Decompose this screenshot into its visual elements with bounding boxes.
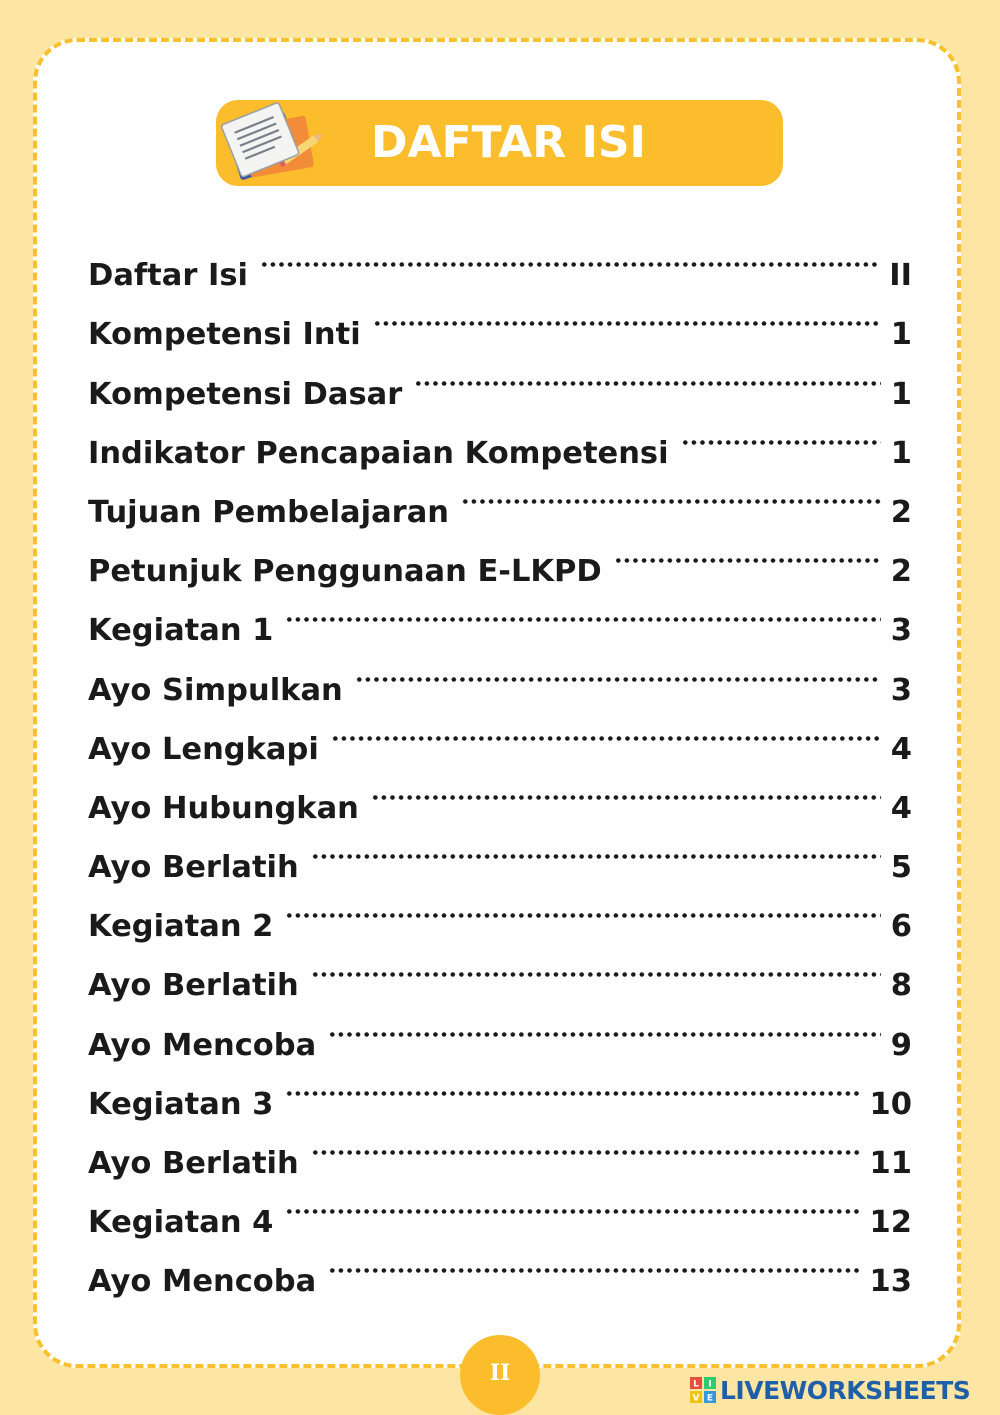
- toc-dot-leader: [311, 818, 881, 877]
- toc-dot-leader: [285, 877, 880, 936]
- toc-entry-label: Petunjuk Penggunaan E-LKPD: [88, 554, 602, 590]
- toc-entry-page: 10: [869, 1086, 912, 1122]
- toc-entry-page: II: [889, 258, 912, 294]
- toc-dot-leader: [311, 936, 881, 995]
- toc-entry-page: 5: [890, 850, 912, 886]
- toc-entry-page: 11: [869, 1146, 912, 1181]
- toc-entry-label: Ayo Simpulkan: [88, 672, 343, 708]
- logo-letter-e: E: [706, 1393, 714, 1403]
- toc-entry-label: Kompetensi Dasar: [88, 376, 403, 412]
- toc-dot-leader: [414, 344, 881, 403]
- toc-entry-label: Kegiatan 2: [88, 909, 274, 945]
- toc-entry-page: 2: [890, 494, 912, 530]
- toc-entry-label: Kompetensi Inti: [88, 317, 361, 353]
- toc-entry-page: 4: [890, 731, 912, 767]
- toc-entry-label: Ayo Hubungkan: [88, 790, 359, 826]
- toc-dot-leader: [331, 700, 881, 759]
- toc-dot-leader: [328, 995, 881, 1054]
- watermark: [690, 1374, 970, 1406]
- toc-entry-page: 8: [890, 968, 912, 1004]
- toc-entry[interactable]: [88, 226, 912, 294]
- documents-icon: [210, 96, 330, 192]
- toc-entry-page: 4: [890, 790, 912, 826]
- toc-dot-leader: [461, 463, 881, 522]
- toc-dot-leader: [260, 226, 879, 285]
- toc-entry-label: Ayo Lengkapi: [88, 731, 319, 767]
- toc-entry-label: Ayo Berlatih: [88, 850, 299, 886]
- toc-entry-label: Ayo Berlatih: [88, 968, 299, 1004]
- logo-letter-l: L: [693, 1379, 699, 1390]
- page-title: DAFTAR ISI: [371, 117, 646, 168]
- toc-entry-page: 12: [869, 1205, 912, 1241]
- toc-dot-leader: [614, 522, 881, 581]
- toc-entry-label: Ayo Mencoba: [88, 1027, 317, 1063]
- toc-dot-leader: [328, 1232, 859, 1291]
- toc-entry-page: 13: [869, 1264, 912, 1300]
- toc-entry-page: 1: [890, 376, 912, 412]
- toc-entry-label: Indikator Pencapaian Kompetensi: [88, 435, 669, 471]
- toc-entry-page: 3: [890, 672, 912, 708]
- toc-entry-page: 1: [890, 317, 912, 353]
- toc-dot-leader: [355, 640, 881, 699]
- toc-dot-leader: [285, 1055, 859, 1114]
- toc-entry-page: 6: [890, 909, 912, 945]
- toc-entry-page: 9: [890, 1027, 912, 1063]
- toc-entry-label: Kegiatan 4: [88, 1205, 274, 1241]
- toc-dot-leader: [681, 404, 881, 463]
- logo-letter-v: V: [692, 1393, 700, 1403]
- toc-entry-page: 2: [890, 554, 912, 590]
- toc-entry-label: Ayo Mencoba: [88, 1264, 317, 1300]
- toc-dot-leader: [373, 285, 881, 344]
- toc-entry-page: 1: [890, 435, 912, 471]
- liveworksheets-logo-icon: [690, 1377, 716, 1403]
- table-of-contents: [88, 226, 912, 1300]
- logo-letter-i: I: [708, 1379, 712, 1390]
- toc-entry-label: Daftar Isi: [88, 258, 248, 294]
- toc-dot-leader: [285, 1173, 859, 1232]
- page-number-badge: II: [460, 1335, 540, 1415]
- toc-entry-page: 3: [890, 613, 912, 649]
- toc-entry-label: Kegiatan 3: [88, 1086, 274, 1122]
- toc-entry-label: Tujuan Pembelajaran: [88, 494, 449, 530]
- toc-entry-label: Ayo Berlatih: [88, 1146, 299, 1181]
- toc-dot-leader: [285, 581, 880, 640]
- toc-dot-leader: [311, 1114, 860, 1173]
- watermark-text[interactable]: LIVEWORKSHEETS: [720, 1375, 971, 1405]
- toc-entry-label: Kegiatan 1: [88, 613, 274, 649]
- toc-dot-leader: [371, 759, 881, 818]
